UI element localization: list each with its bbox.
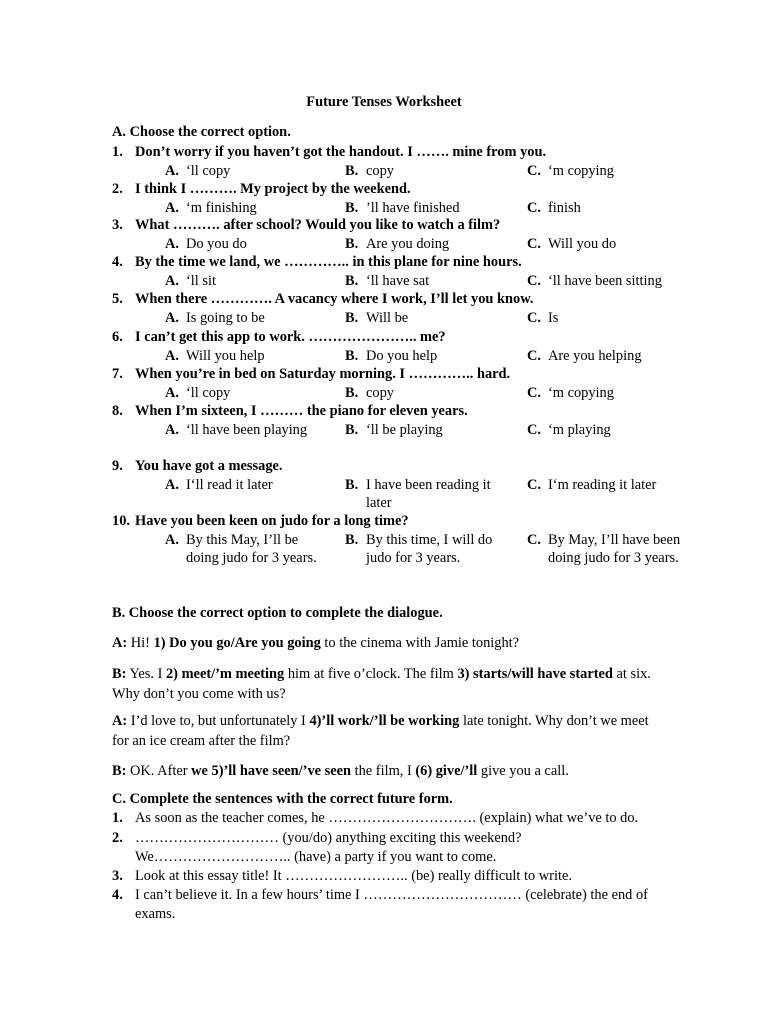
option-text: ‘ll have been playing (186, 422, 308, 438)
dialogue-option: 4)’ll work/’ll be working (309, 713, 460, 729)
option-letter: C. (527, 422, 541, 438)
option-text: By this May, I’ll be doing judo for 3 years. (186, 532, 317, 566)
dialogue-option: 1) Do you go/Are you going (153, 635, 321, 651)
item-number: 1. (112, 810, 123, 826)
option-b[interactable] (345, 272, 510, 290)
option-letter: C. (527, 532, 541, 548)
option-b[interactable] (345, 531, 510, 567)
option-letter: A. (165, 236, 179, 252)
option-b[interactable] (345, 199, 510, 217)
option-c[interactable] (527, 531, 692, 567)
question-text: I think I ………. My project by the weekend. (135, 181, 411, 197)
option-text: ’ll have finished (366, 200, 460, 216)
option-text: Will you do (548, 236, 617, 252)
option-letter: B. (345, 163, 359, 179)
option-text: By May, I’ll have been doing judo for 3 years. (548, 532, 681, 566)
option-text: ‘m copying (548, 163, 614, 179)
option-letter: B. (345, 348, 359, 364)
option-letter: B. (345, 310, 359, 326)
item-number: 3. (112, 868, 123, 884)
option-text: ‘m playing (548, 422, 611, 438)
speaker: A: (112, 713, 128, 729)
option-a[interactable] (165, 531, 330, 567)
option-text: copy (366, 385, 394, 401)
option-text: finish (548, 200, 581, 216)
option-letter: A. (165, 200, 179, 216)
item-text: ………………………… (you/do) anything exciting this weekend? (135, 830, 522, 846)
option-a[interactable] (165, 384, 330, 402)
dialogue-text: OK. After (126, 763, 192, 779)
option-letter: B. (345, 532, 359, 548)
item-text-continued: We……………………….. (have) a party if you want to come. (135, 849, 497, 865)
option-letter: A. (165, 422, 179, 438)
question-text: Have you been keen on judo for a long time? (135, 513, 409, 529)
section-c-heading: C. Complete the sentences with the correct future form. (112, 791, 453, 807)
option-text: copy (366, 163, 394, 179)
option-c[interactable] (527, 272, 692, 290)
option-a[interactable] (165, 162, 330, 180)
question-number: 3. (112, 217, 123, 233)
option-letter: B. (345, 273, 359, 289)
dialogue-text: him at five o’clock. The film (284, 666, 458, 682)
question-number: 5. (112, 291, 123, 307)
question-number: 6. (112, 329, 123, 345)
section-a-heading: A. Choose the correct option. (112, 124, 291, 140)
option-letter: C. (527, 385, 541, 401)
option-text: Is going to be (186, 310, 265, 326)
dialogue-option: (6) give/’ll (415, 763, 478, 779)
option-text: ‘ll copy (186, 385, 231, 401)
dialogue-text: Hi! (127, 635, 154, 651)
option-letter: C. (527, 310, 541, 326)
option-c[interactable] (527, 421, 692, 439)
dialogue-option: 2) meet/’m meeting (165, 666, 285, 682)
item-text: Look at this essay title! It …………………….. (be) really difficult to write. (135, 868, 572, 884)
option-text: Are you doing (366, 236, 450, 252)
option-text: ‘ll have sat (366, 273, 430, 289)
item-number: 2. (112, 830, 123, 846)
dialogue-line-2 (112, 664, 660, 704)
option-letter: B. (345, 385, 359, 401)
option-c[interactable] (527, 476, 692, 494)
dialogue-line-3 (112, 711, 660, 751)
option-text: Do you help (366, 348, 438, 364)
speaker: B: (112, 666, 127, 682)
dialogue-line-1 (112, 633, 660, 653)
question-text: When you’re in bed on Saturday morning. I ………….. hard. (135, 366, 511, 382)
option-letter: B. (345, 422, 359, 438)
option-c[interactable] (527, 199, 692, 217)
dialogue-line-4 (112, 761, 660, 781)
dialogue-text: the film, I (351, 763, 416, 779)
dialogue-text: at six. Why don’t you come with us? (112, 666, 651, 702)
item-text: I can’t believe it. In a few hours’ time I …………………………… (celebrate) the end of exams. (135, 887, 648, 922)
option-letter: B. (345, 200, 359, 216)
question-number: 9. (112, 458, 123, 474)
option-a[interactable] (165, 309, 330, 327)
option-letter: C. (527, 348, 541, 364)
option-a[interactable] (165, 347, 330, 365)
option-letter: C. (527, 477, 541, 493)
option-text: I have been reading it later (366, 477, 491, 511)
question-text: I can’t get this app to work. ………………….. me? (135, 329, 446, 345)
option-letter: A. (165, 310, 179, 326)
option-a[interactable] (165, 476, 330, 494)
question-number: 4. (112, 254, 123, 270)
option-text: Is (548, 310, 559, 326)
option-b[interactable] (345, 235, 510, 253)
option-c[interactable] (527, 347, 692, 365)
option-text: ‘m finishing (186, 200, 257, 216)
section-b-heading: B. Choose the correct option to complete the dialogue. (112, 605, 443, 621)
option-letter: A. (165, 348, 179, 364)
option-letter: A. (165, 385, 179, 401)
option-text: ‘ll copy (186, 163, 231, 179)
option-text: Will be (366, 310, 409, 326)
question-number: 2. (112, 181, 123, 197)
option-letter: C. (527, 236, 541, 252)
question-number: 1. (112, 144, 123, 160)
option-b[interactable] (345, 347, 510, 365)
question-number: 7. (112, 366, 123, 382)
worksheet-title: Future Tenses Worksheet (306, 94, 462, 110)
option-text: ‘ll sit (186, 273, 216, 289)
option-letter: C. (527, 273, 541, 289)
option-text: I‘m reading it later (548, 477, 657, 493)
option-b[interactable] (345, 476, 510, 512)
option-c[interactable] (527, 384, 692, 402)
option-a[interactable] (165, 235, 330, 253)
question-text: Don’t worry if you haven’t got the handout. I ……. mine from you. (135, 144, 547, 160)
question-number: 10. (112, 513, 130, 529)
speaker: B: (112, 763, 127, 779)
option-letter: C. (527, 163, 541, 179)
dialogue-text: give you a call. (477, 763, 569, 779)
option-a[interactable] (165, 199, 330, 217)
option-b[interactable] (345, 162, 510, 180)
option-c[interactable] (527, 235, 692, 253)
option-a[interactable] (165, 421, 330, 439)
speaker: A: (112, 635, 128, 651)
option-text: Do you do (186, 236, 247, 252)
option-text: ‘ll be playing (366, 422, 443, 438)
option-letter: B. (345, 477, 359, 493)
option-b[interactable] (345, 421, 510, 439)
dialogue-text: I’d love to, but unfortunately I (127, 713, 310, 729)
question-text: When there …………. A vacancy where I work, I’ll let you know. (135, 291, 534, 307)
option-b[interactable] (345, 384, 510, 402)
option-letter: B. (345, 236, 359, 252)
option-letter: A. (165, 273, 179, 289)
option-text: I‘ll read it later (186, 477, 273, 493)
option-c[interactable] (527, 309, 692, 327)
question-text: What ………. after school? Would you like to watch a film? (135, 217, 501, 233)
option-b[interactable] (345, 309, 510, 327)
option-text: ‘ll have been sitting (548, 273, 662, 289)
dialogue-text: late tonight. Why don’t we meet for an ice cream after the film? (112, 713, 649, 749)
option-letter: A. (165, 163, 179, 179)
item-text: As soon as the teacher comes, he …………………………. (explain) what we’ve to do. (135, 810, 639, 826)
dialogue-text: to the cinema with Jamie tonight? (320, 635, 520, 651)
dialogue-option: we 5)’ll have seen/’ve seen (191, 763, 351, 779)
option-text: ‘m copying (548, 385, 614, 401)
option-letter: A. (165, 477, 179, 493)
item-number: 4. (112, 887, 123, 903)
option-c[interactable] (527, 162, 692, 180)
option-letter: A. (165, 532, 179, 548)
question-number: 8. (112, 403, 123, 419)
option-text: Are you helping (548, 348, 642, 364)
option-text: Will you help (186, 348, 265, 364)
question-text: You have got a message. (135, 458, 283, 474)
option-letter: C. (527, 200, 541, 216)
dialogue-option: 3) starts/will have started (457, 666, 613, 682)
question-text: When I’m sixteen, I ……… the piano for eleven years. (135, 403, 468, 419)
option-a[interactable] (165, 272, 330, 290)
question-text: By the time we land, we ………….. in this plane for nine hours. (135, 254, 522, 270)
dialogue-text: Yes. I (126, 666, 166, 682)
option-text: By this time, I will do judo for 3 years. (366, 532, 493, 566)
